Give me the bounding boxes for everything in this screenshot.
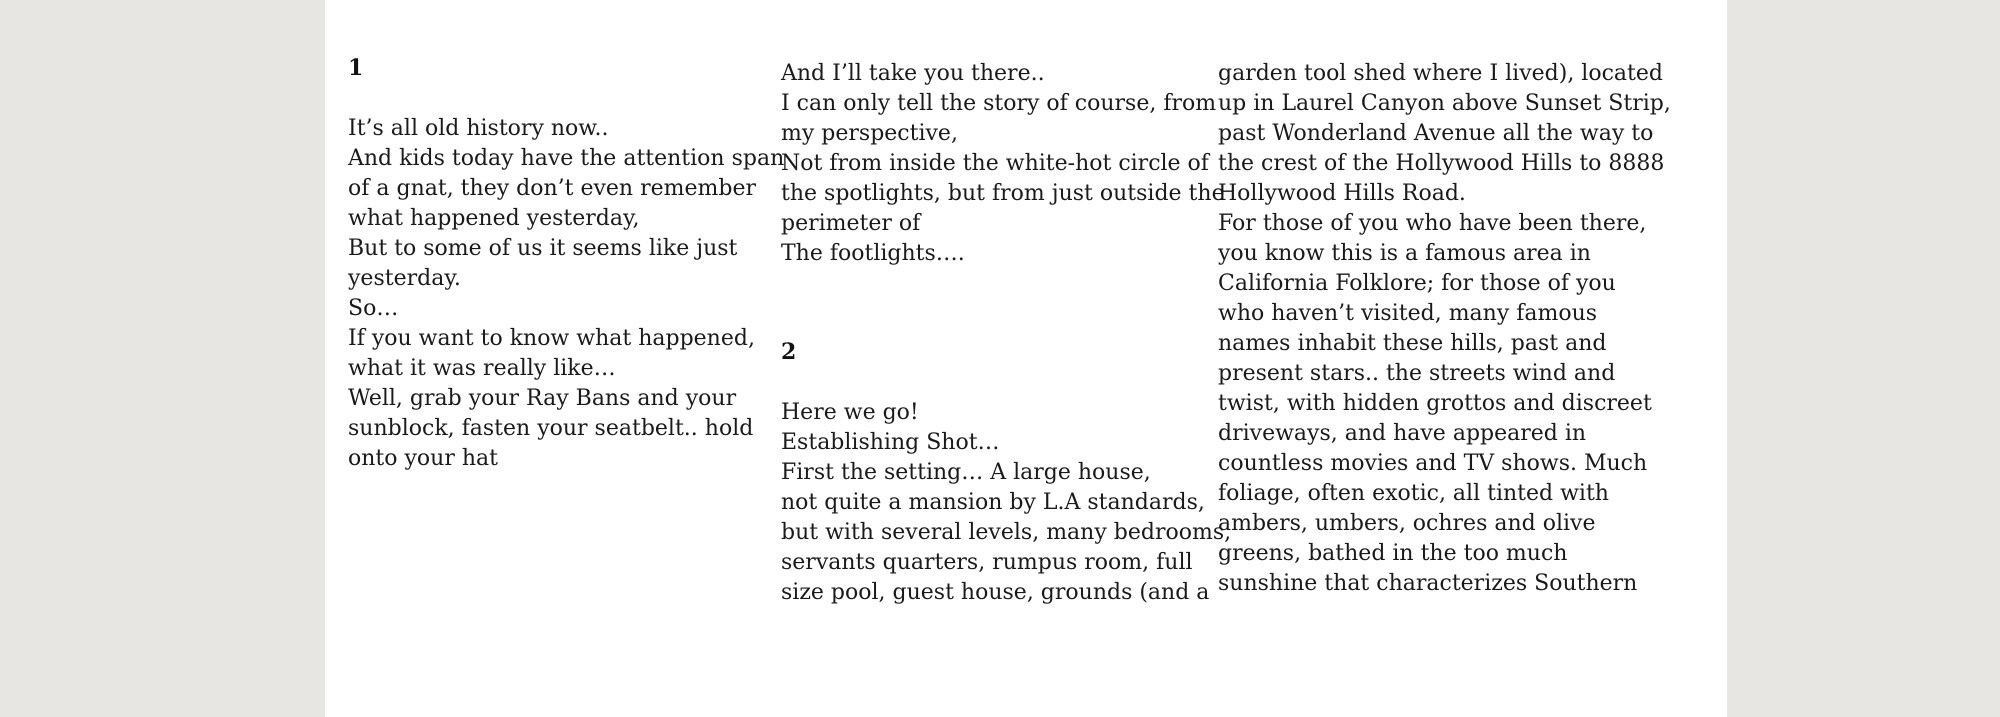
column-2-bottom: [781, 398, 1232, 608]
text-line: It’s all old history now..: [348, 116, 609, 141]
text-line: First the setting… A large house,: [781, 460, 1151, 485]
column-2-top: [781, 59, 1225, 269]
column-3: [1218, 59, 1671, 599]
text-line: Not from inside the white-hot circle of: [781, 151, 1209, 176]
text-line: the spotlights, but from just outside the: [781, 181, 1225, 206]
text-line: present stars.. the streets wind and: [1218, 361, 1616, 386]
text-line: If you want to know what happened,: [348, 326, 755, 351]
text-line: names inhabit these hills, past and: [1218, 331, 1607, 356]
text-line: yesterday.: [348, 266, 461, 291]
text-line: And kids today have the attention span: [348, 146, 785, 171]
text-line: I can only tell the story of course, from: [781, 91, 1217, 116]
text-line: ambers, umbers, ochres and olive: [1218, 511, 1596, 536]
text-line: countless movies and TV shows. Much: [1218, 451, 1648, 476]
text-line: sunshine that characterizes Southern: [1218, 571, 1638, 596]
text-line: California Folklore; for those of you: [1218, 271, 1616, 296]
text-line: garden tool shed where I lived), located: [1218, 61, 1663, 86]
text-line: not quite a mansion by L.A standards,: [781, 490, 1205, 515]
text-line: of a gnat, they don’t even remember: [348, 176, 756, 201]
text-line: driveways, and have appeared in: [1218, 421, 1587, 446]
text-line: Hollywood Hills Road.: [1218, 181, 1466, 206]
text-line: what happened yesterday,: [348, 206, 640, 231]
text-line: up in Laurel Canyon above Sunset Strip,: [1218, 91, 1671, 116]
text-line: onto your hat: [348, 446, 498, 471]
text-line: my perspective,: [781, 121, 958, 146]
text-line: The footlights….: [781, 241, 965, 266]
text-line: servants quarters, rumpus room, full: [781, 550, 1193, 575]
text-line: So…: [348, 296, 399, 321]
document-page: [325, 0, 1727, 717]
section-2-heading: 2: [781, 339, 797, 365]
text-line: perimeter of: [781, 211, 921, 236]
text-line: what it was really like…: [348, 356, 616, 381]
text-line: For those of you who have been there,: [1218, 211, 1647, 236]
text-line: greens, bathed in the too much: [1218, 541, 1568, 566]
text-line: And I’ll take you there..: [781, 61, 1045, 86]
text-line: Here we go!: [781, 400, 919, 425]
text-line: foliage, often exotic, all tinted with: [1218, 481, 1609, 506]
text-line: But to some of us it seems like just: [348, 236, 738, 261]
section-1-heading: 1: [348, 55, 364, 81]
text-line: twist, with hidden grottos and discreet: [1218, 391, 1652, 416]
text-line: Establishing Shot…: [781, 430, 1000, 455]
text-line: Well, grab your Ray Bans and your: [348, 386, 737, 411]
text-line: sunblock, fasten your seatbelt.. hold: [348, 416, 754, 441]
column-1: [348, 114, 785, 474]
text-line: you know this is a famous area in: [1218, 241, 1591, 266]
text-line: the crest of the Hollywood Hills to 8888: [1218, 151, 1665, 176]
text-line: who haven’t visited, many famous: [1218, 301, 1598, 326]
text-line: past Wonderland Avenue all the way to: [1218, 121, 1654, 146]
text-line: size pool, guest house, grounds (and a: [781, 580, 1210, 605]
text-line: but with several levels, many bedrooms,: [781, 520, 1232, 545]
